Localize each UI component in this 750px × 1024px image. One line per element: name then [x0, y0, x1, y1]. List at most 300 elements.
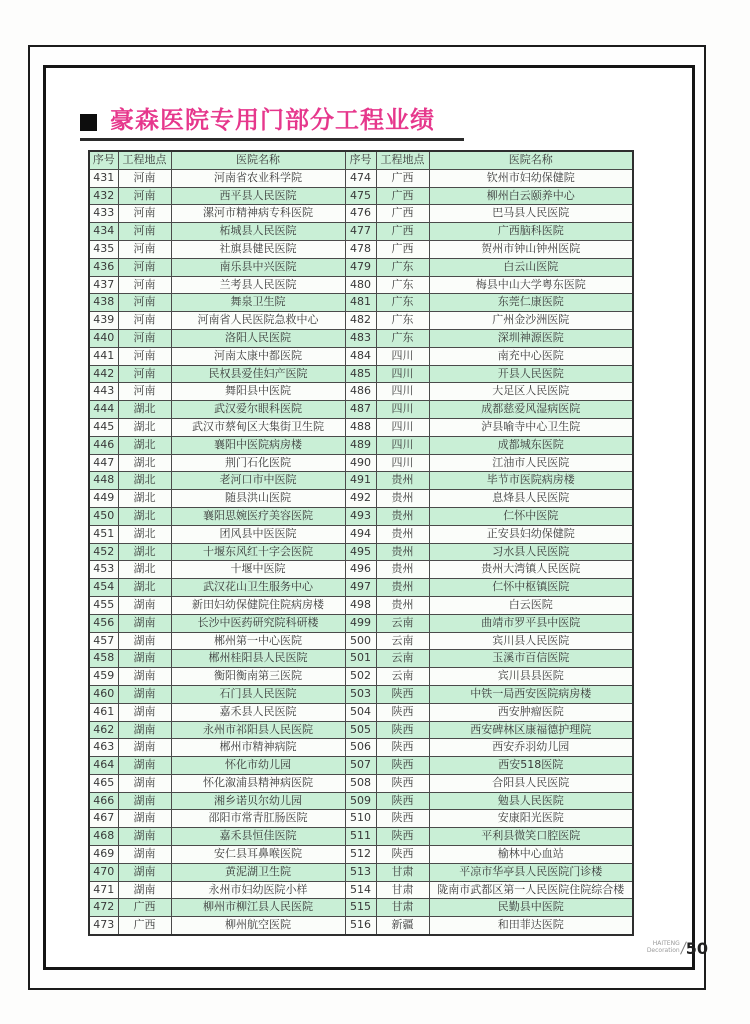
index-cell: 444: [89, 401, 118, 419]
hospital-cell: 勉县人民医院: [429, 792, 633, 810]
location-cell: 陕西: [376, 685, 429, 703]
location-cell: 湖北: [118, 490, 171, 508]
index-cell: 469: [89, 846, 118, 864]
hospital-cell: 南乐县中兴医院: [171, 258, 345, 276]
index-cell: 466: [89, 792, 118, 810]
table-row: [89, 240, 633, 258]
location-cell: 四川: [376, 365, 429, 383]
hospital-cell: 湘乡诺贝尔幼儿园: [171, 792, 345, 810]
hospital-cell: 开县人民医院: [429, 365, 633, 383]
index-cell: 506: [345, 739, 376, 757]
hospital-cell: 宾川县县医院: [429, 668, 633, 686]
column-header: 序号: [345, 151, 376, 169]
hospital-cell: 南充中心医院: [429, 347, 633, 365]
location-cell: 湖南: [118, 721, 171, 739]
location-cell: 河南: [118, 258, 171, 276]
table-row: [89, 454, 633, 472]
location-cell: 广西: [376, 187, 429, 205]
page-title: 豪森医院专用门部分工程业绩: [110, 106, 435, 134]
location-cell: 湖南: [118, 828, 171, 846]
title-block: [80, 108, 464, 141]
table-row: [89, 525, 633, 543]
location-cell: 四川: [376, 383, 429, 401]
index-cell: 445: [89, 418, 118, 436]
table-row: [89, 917, 633, 935]
location-cell: 湖南: [118, 863, 171, 881]
index-cell: 453: [89, 561, 118, 579]
location-cell: 湖北: [118, 507, 171, 525]
hospital-cell: 安仁县耳鼻喉医院: [171, 846, 345, 864]
index-cell: 491: [345, 472, 376, 490]
table-row: [89, 596, 633, 614]
hospital-cell: 嘉禾县恒佳医院: [171, 828, 345, 846]
index-cell: 451: [89, 525, 118, 543]
hospital-cell: 漯河市精神病专科医院: [171, 205, 345, 223]
index-cell: 511: [345, 828, 376, 846]
index-cell: 504: [345, 703, 376, 721]
location-cell: 广东: [376, 294, 429, 312]
index-cell: 441: [89, 347, 118, 365]
hospital-cell: 柳州白云颐养中心: [429, 187, 633, 205]
location-cell: 四川: [376, 418, 429, 436]
table-row: [89, 792, 633, 810]
table-row: [89, 294, 633, 312]
hospital-cell: 武汉市蔡甸区大集街卫生院: [171, 418, 345, 436]
hospital-cell: 长沙中医药研究院科研楼: [171, 614, 345, 632]
table-row: [89, 383, 633, 401]
hospital-cell: 社旗县健民医院: [171, 240, 345, 258]
table-row: [89, 810, 633, 828]
index-cell: 458: [89, 650, 118, 668]
hospital-cell: 成都慈爱风湿病医院: [429, 401, 633, 419]
index-cell: 439: [89, 312, 118, 330]
table-row: [89, 329, 633, 347]
location-cell: 湖北: [118, 454, 171, 472]
location-cell: 湖南: [118, 668, 171, 686]
index-cell: 448: [89, 472, 118, 490]
hospital-cell: 中铁一局西安医院病房楼: [429, 685, 633, 703]
index-cell: 510: [345, 810, 376, 828]
index-cell: 485: [345, 365, 376, 383]
brand-line1: HAITENG: [652, 940, 680, 947]
hospital-cell: 襄阳中医院病房楼: [171, 436, 345, 454]
index-cell: 470: [89, 863, 118, 881]
hospital-cell: 大足区人民医院: [429, 383, 633, 401]
hospital-cell: 广西脑科医院: [429, 223, 633, 241]
index-cell: 443: [89, 383, 118, 401]
location-cell: 湖南: [118, 685, 171, 703]
table-row: [89, 490, 633, 508]
location-cell: 贵州: [376, 507, 429, 525]
location-cell: 甘肃: [376, 881, 429, 899]
hospital-cell: 正安县妇幼保健院: [429, 525, 633, 543]
location-cell: 四川: [376, 454, 429, 472]
hospital-cell: 武汉爱尔眼科医院: [171, 401, 345, 419]
hospital-cell: 西安肿瘤医院: [429, 703, 633, 721]
index-cell: 495: [345, 543, 376, 561]
location-cell: 陕西: [376, 739, 429, 757]
hospital-cell: 仁怀中医院: [429, 507, 633, 525]
location-cell: 贵州: [376, 525, 429, 543]
hospital-cell: 陇南市武都区第一人民医院住院综合楼: [429, 881, 633, 899]
table-row: [89, 579, 633, 597]
hospital-table: [88, 150, 634, 936]
index-cell: 477: [345, 223, 376, 241]
index-cell: 486: [345, 383, 376, 401]
hospital-cell: 石门县人民医院: [171, 685, 345, 703]
index-cell: 435: [89, 240, 118, 258]
hospital-cell: 习水县人民医院: [429, 543, 633, 561]
table-row: [89, 899, 633, 917]
location-cell: 陕西: [376, 846, 429, 864]
table-row: [89, 881, 633, 899]
hospital-cell: 曲靖市罗平县中医院: [429, 614, 633, 632]
hospital-cell: 舞泉卫生院: [171, 294, 345, 312]
location-cell: 云南: [376, 632, 429, 650]
hospital-cell: 西平县人民医院: [171, 187, 345, 205]
hospital-cell: 郴州第一中心医院: [171, 632, 345, 650]
hospital-cell: 民勤县中医院: [429, 899, 633, 917]
location-cell: 广东: [376, 329, 429, 347]
table-row: [89, 401, 633, 419]
location-cell: 湖南: [118, 881, 171, 899]
index-cell: 431: [89, 169, 118, 187]
hospital-cell: 洛阳人民医院: [171, 329, 345, 347]
hospital-cell: 邵阳市常青肛肠医院: [171, 810, 345, 828]
location-cell: 四川: [376, 401, 429, 419]
hospital-cell: 钦州市妇幼保健院: [429, 169, 633, 187]
location-cell: 贵州: [376, 596, 429, 614]
table-row: [89, 312, 633, 330]
location-cell: 湖北: [118, 525, 171, 543]
index-cell: 512: [345, 846, 376, 864]
hospital-cell: 柳州市柳江县人民医院: [171, 899, 345, 917]
location-cell: 河南: [118, 205, 171, 223]
hospital-cell: 柳州航空医院: [171, 917, 345, 935]
index-cell: 473: [89, 917, 118, 935]
location-cell: 广东: [376, 276, 429, 294]
location-cell: 河南: [118, 294, 171, 312]
index-cell: 455: [89, 596, 118, 614]
index-cell: 484: [345, 347, 376, 365]
index-cell: 515: [345, 899, 376, 917]
table-row: [89, 347, 633, 365]
hospital-cell: 随县洪山医院: [171, 490, 345, 508]
hospital-cell: 和田菲达医院: [429, 917, 633, 935]
table-row: [89, 365, 633, 383]
hospital-cell: 柘城县人民医院: [171, 223, 345, 241]
index-cell: 472: [89, 899, 118, 917]
hospital-cell: 新田妇幼保健院住院病房楼: [171, 596, 345, 614]
location-cell: 湖南: [118, 739, 171, 757]
index-cell: 434: [89, 223, 118, 241]
hospital-cell: 息烽县人民医院: [429, 490, 633, 508]
hospital-cell: 东莞仁康医院: [429, 294, 633, 312]
index-cell: 467: [89, 810, 118, 828]
location-cell: 河南: [118, 383, 171, 401]
location-cell: 新疆: [376, 917, 429, 935]
table-row: [89, 846, 633, 864]
location-cell: 湖北: [118, 561, 171, 579]
location-cell: 陕西: [376, 792, 429, 810]
index-cell: 493: [345, 507, 376, 525]
table-row: [89, 507, 633, 525]
brand-line2: Decoration: [646, 947, 680, 955]
hospital-cell: 安康阳光医院: [429, 810, 633, 828]
location-cell: 湖北: [118, 436, 171, 454]
table-row: [89, 632, 633, 650]
index-cell: 442: [89, 365, 118, 383]
index-cell: 457: [89, 632, 118, 650]
index-cell: 464: [89, 757, 118, 775]
hospital-cell: 怀化市幼儿园: [171, 757, 345, 775]
hospital-cell: 泸县喻寺中心卫生院: [429, 418, 633, 436]
hospital-cell: 老河口市中医院: [171, 472, 345, 490]
location-cell: 陕西: [376, 757, 429, 775]
hospital-cell: 永州市妇幼医院小样: [171, 881, 345, 899]
index-cell: 438: [89, 294, 118, 312]
index-cell: 483: [345, 329, 376, 347]
hospital-cell: 舞阳县中医院: [171, 383, 345, 401]
location-cell: 河南: [118, 169, 171, 187]
table-row: [89, 650, 633, 668]
table-row: [89, 543, 633, 561]
table-row: [89, 561, 633, 579]
index-cell: 500: [345, 632, 376, 650]
hospital-cell: 毕节市医院病房楼: [429, 472, 633, 490]
location-cell: 陕西: [376, 703, 429, 721]
hospital-cell: 团风县中医医院: [171, 525, 345, 543]
index-cell: 492: [345, 490, 376, 508]
hospital-cell: 仁怀中枢镇医院: [429, 579, 633, 597]
table-row: [89, 721, 633, 739]
footer-mark: [644, 940, 708, 957]
hospital-cell: 贵州大湾镇人民医院: [429, 561, 633, 579]
hospital-cell: 河南太康中都医院: [171, 347, 345, 365]
hospital-cell: 永州市祁阳县人民医院: [171, 721, 345, 739]
index-cell: 501: [345, 650, 376, 668]
index-cell: 509: [345, 792, 376, 810]
location-cell: 河南: [118, 223, 171, 241]
index-cell: 499: [345, 614, 376, 632]
location-cell: 甘肃: [376, 899, 429, 917]
index-cell: 461: [89, 703, 118, 721]
hospital-cell: 嘉禾县人民医院: [171, 703, 345, 721]
location-cell: 广西: [118, 917, 171, 935]
index-cell: 449: [89, 490, 118, 508]
location-cell: 陕西: [376, 774, 429, 792]
hospital-cell: 贺州市钟山钟州医院: [429, 240, 633, 258]
hospital-cell: 榆林中心血站: [429, 846, 633, 864]
index-cell: 459: [89, 668, 118, 686]
location-cell: 湖南: [118, 614, 171, 632]
location-cell: 广西: [376, 205, 429, 223]
hospital-cell: 怀化溆浦县精神病医院: [171, 774, 345, 792]
location-cell: 湖南: [118, 596, 171, 614]
table-row: [89, 703, 633, 721]
index-cell: 490: [345, 454, 376, 472]
location-cell: 广西: [376, 223, 429, 241]
index-cell: 505: [345, 721, 376, 739]
table-row: [89, 276, 633, 294]
location-cell: 云南: [376, 668, 429, 686]
location-cell: 湖北: [118, 472, 171, 490]
table-row: [89, 668, 633, 686]
location-cell: 河南: [118, 276, 171, 294]
table-row: [89, 828, 633, 846]
index-cell: 468: [89, 828, 118, 846]
hospital-cell: 郴州市精神病院: [171, 739, 345, 757]
index-cell: 494: [345, 525, 376, 543]
index-cell: 488: [345, 418, 376, 436]
table-row: [89, 614, 633, 632]
location-cell: 广西: [376, 169, 429, 187]
hospital-cell: 广州金沙洲医院: [429, 312, 633, 330]
index-cell: 507: [345, 757, 376, 775]
hospital-cell: 白云医院: [429, 596, 633, 614]
hospital-cell: 白云山医院: [429, 258, 633, 276]
location-cell: 广西: [118, 899, 171, 917]
hospital-cell: 西安518医院: [429, 757, 633, 775]
location-cell: 湖南: [118, 810, 171, 828]
table-row: [89, 436, 633, 454]
location-cell: 湖南: [118, 774, 171, 792]
hospital-cell: 宾川县人民医院: [429, 632, 633, 650]
index-cell: 474: [345, 169, 376, 187]
location-cell: 云南: [376, 614, 429, 632]
location-cell: 广西: [376, 240, 429, 258]
index-cell: 452: [89, 543, 118, 561]
hospital-cell: 巴马县人民医院: [429, 205, 633, 223]
hospital-cell: 平利县微笑口腔医院: [429, 828, 633, 846]
index-cell: 497: [345, 579, 376, 597]
hospital-cell: 衡阳衡南第三医院: [171, 668, 345, 686]
index-cell: 460: [89, 685, 118, 703]
hospital-cell: 梅县中山大学粤东医院: [429, 276, 633, 294]
hospital-cell: 襄阳思婉医疗美容医院: [171, 507, 345, 525]
index-cell: 513: [345, 863, 376, 881]
title-square-bullet-icon: [80, 114, 97, 131]
index-cell: 436: [89, 258, 118, 276]
index-cell: 487: [345, 401, 376, 419]
index-cell: 471: [89, 881, 118, 899]
hospital-cell: 江油市人民医院: [429, 454, 633, 472]
index-cell: 478: [345, 240, 376, 258]
location-cell: 贵州: [376, 490, 429, 508]
location-cell: 甘肃: [376, 863, 429, 881]
table-row: [89, 187, 633, 205]
index-cell: 503: [345, 685, 376, 703]
index-cell: 463: [89, 739, 118, 757]
index-cell: 489: [345, 436, 376, 454]
table-row: [89, 169, 633, 187]
location-cell: 四川: [376, 347, 429, 365]
location-cell: 广东: [376, 258, 429, 276]
column-header: 工程地点: [376, 151, 429, 169]
index-cell: 437: [89, 276, 118, 294]
index-cell: 456: [89, 614, 118, 632]
column-header: 医院名称: [429, 151, 633, 169]
location-cell: 湖北: [118, 579, 171, 597]
index-cell: 476: [345, 205, 376, 223]
location-cell: 湖南: [118, 632, 171, 650]
hospital-cell: 黄泥湖卫生院: [171, 863, 345, 881]
table-row: [89, 205, 633, 223]
hospital-cell: 兰考县人民医院: [171, 276, 345, 294]
location-cell: 河南: [118, 329, 171, 347]
hospital-cell: 十堰东风红十字会医院: [171, 543, 345, 561]
table-row: [89, 774, 633, 792]
index-cell: 446: [89, 436, 118, 454]
location-cell: 广东: [376, 312, 429, 330]
index-cell: 516: [345, 917, 376, 935]
hospital-cell: 河南省农业科学院: [171, 169, 345, 187]
hospital-cell: 西安碑林区康福德护理院: [429, 721, 633, 739]
hospital-cell: 民权县爱佳妇产医院: [171, 365, 345, 383]
index-cell: 496: [345, 561, 376, 579]
location-cell: 陕西: [376, 721, 429, 739]
table-body: [89, 169, 633, 935]
location-cell: 贵州: [376, 579, 429, 597]
location-cell: 湖南: [118, 792, 171, 810]
hospital-cell: 郴州桂阳县人民医院: [171, 650, 345, 668]
column-header: 序号: [89, 151, 118, 169]
index-cell: 482: [345, 312, 376, 330]
location-cell: 湖南: [118, 703, 171, 721]
location-cell: 河南: [118, 347, 171, 365]
index-cell: 432: [89, 187, 118, 205]
index-cell: 514: [345, 881, 376, 899]
table-row: [89, 223, 633, 241]
index-cell: 479: [345, 258, 376, 276]
table-row: [89, 472, 633, 490]
location-cell: 贵州: [376, 543, 429, 561]
location-cell: 河南: [118, 365, 171, 383]
location-cell: 贵州: [376, 472, 429, 490]
hospital-cell: 西安乔羽幼儿园: [429, 739, 633, 757]
index-cell: 502: [345, 668, 376, 686]
index-cell: 475: [345, 187, 376, 205]
index-cell: 498: [345, 596, 376, 614]
index-cell: 508: [345, 774, 376, 792]
page-number: 50: [685, 939, 708, 959]
table-row: [89, 863, 633, 881]
location-cell: 湖北: [118, 543, 171, 561]
location-cell: 湖北: [118, 418, 171, 436]
location-cell: 河南: [118, 312, 171, 330]
location-cell: 河南: [118, 187, 171, 205]
location-cell: 陕西: [376, 810, 429, 828]
location-cell: 河南: [118, 240, 171, 258]
hospital-cell: 合阳县人民医院: [429, 774, 633, 792]
index-cell: 447: [89, 454, 118, 472]
index-cell: 450: [89, 507, 118, 525]
table-row: [89, 757, 633, 775]
hospital-cell: 武汉花山卫生服务中心: [171, 579, 345, 597]
location-cell: 湖南: [118, 757, 171, 775]
table-header-row: [89, 151, 633, 169]
index-cell: 433: [89, 205, 118, 223]
hospital-cell: 荆门石化医院: [171, 454, 345, 472]
location-cell: 云南: [376, 650, 429, 668]
brand-logo-text: [647, 940, 680, 954]
column-header: 工程地点: [118, 151, 171, 169]
hospital-cell: 平凉市华亭县人民医院门诊楼: [429, 863, 633, 881]
index-cell: 481: [345, 294, 376, 312]
index-cell: 480: [345, 276, 376, 294]
index-cell: 454: [89, 579, 118, 597]
location-cell: 四川: [376, 436, 429, 454]
